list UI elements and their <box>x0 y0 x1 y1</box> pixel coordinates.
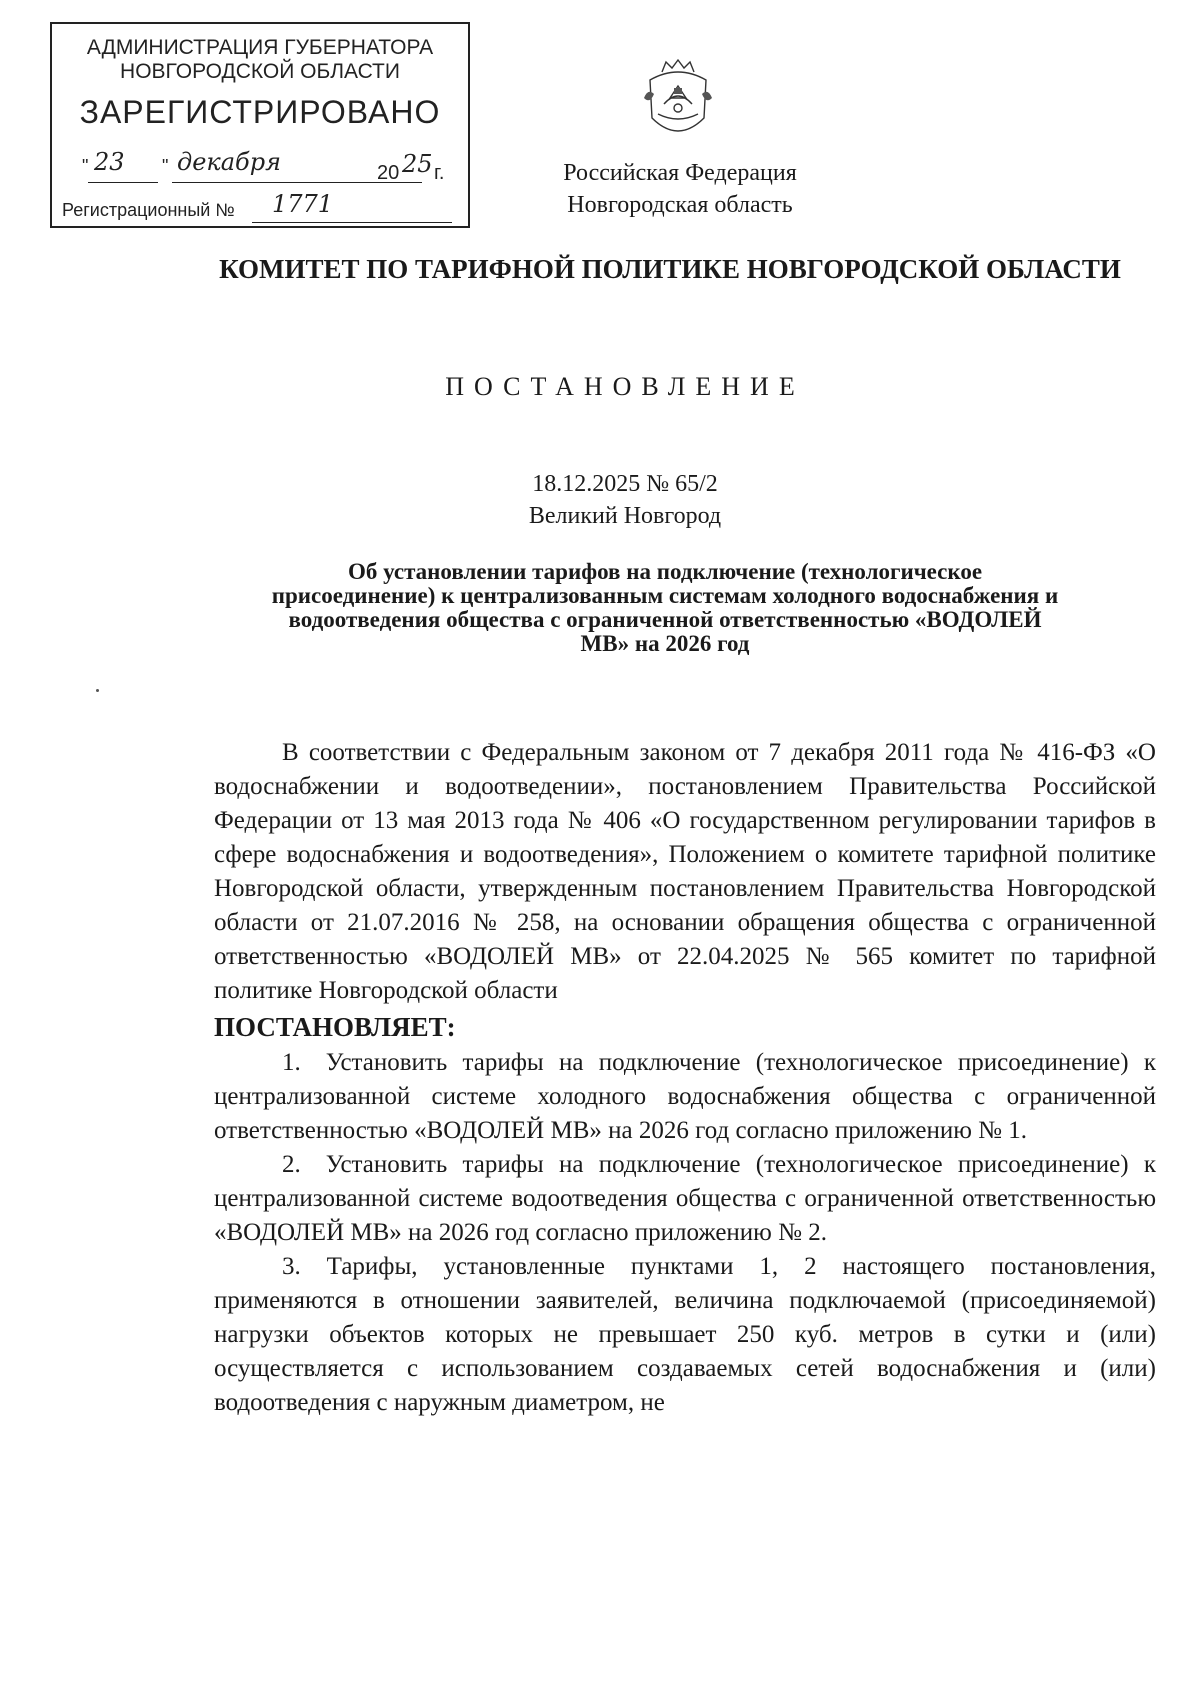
novgorod-coat-of-arms-icon <box>640 58 716 148</box>
stamp-quote-close: " <box>162 156 169 176</box>
stamp-year-suffix: г. <box>434 162 445 184</box>
document-number: 18.12.2025 № 65/2 <box>532 471 718 497</box>
stamp-year-prefix: 20 <box>377 162 400 184</box>
document-subject: Об установлении тарифов на подключение (технологическое присоединение) к централизованным системам холодного водоснабжения и водоотведения общества с ограниченной ответственностью «ВОДОЛЕЙ МВ» на 2026 год <box>271 559 1059 656</box>
committee-title: КОМИТЕТ ПО ТАРИФНОЙ ПОЛИТИКЕ НОВГОРОДСКОЙ ОБЛАСТИ <box>219 254 1121 284</box>
stamp-status: ЗАРЕГИСТРИРОВАНО <box>79 94 441 130</box>
stamp-day: 23 <box>94 148 125 176</box>
stamp-day-underline <box>88 182 158 183</box>
stamp-number-underline <box>252 222 452 223</box>
clause-2: 2. Установить тарифы на подключение (технологическое присоединение) к централизованной системе водоотведения общества с ограниченной ответственностью «ВОДОЛЕЙ МВ» на 2026 год согласно приложению № 2. <box>214 1151 1156 1246</box>
decree-heading: ПОСТАНОВЛЯЕТ: <box>214 1012 456 1042</box>
stamp-reg-number: 1771 <box>272 190 334 218</box>
stamp-year: 25 <box>402 150 433 178</box>
document-type: ПОСТАНОВЛЕНИЕ <box>445 372 805 401</box>
scan-speck <box>96 689 99 692</box>
clause-1: 1. Установить тарифы на подключение (технологическое присоединение) к централизованной системе холодного водоснабжения общества с ограниченной ответственностью «ВОДОЛЕЙ МВ» на 2026 год согласно приложению № 1. <box>214 1049 1156 1144</box>
document-body <box>214 736 1156 1420</box>
country-name: Российская Федерация <box>563 160 797 186</box>
document-city: Великий Новгород <box>528 503 722 529</box>
stamp-month: декабря <box>177 148 281 176</box>
stamp-quote-open: " <box>82 156 89 176</box>
clause-3: 3. Тарифы, установленные пунктами 1, 2 настоящего постановления, применяются в отношении заявителей, величина подключаемой (присоединяемой) нагрузки объектов которых не превышает 250 куб. метров в сутки и (или) осуществляется с использованием создаваемых сетей водоснабжения и (или) водоотведения с наружным диаметром, не <box>214 1253 1156 1416</box>
stamp-org-line2: НОВГОРОДСКОЙ ОБЛАСТИ <box>120 60 400 83</box>
registration-stamp <box>50 22 470 228</box>
stamp-reg-number-label: Регистрационный № <box>62 200 235 220</box>
stamp-org-line1: АДМИНИСТРАЦИЯ ГУБЕРНАТОРА <box>86 36 434 59</box>
region-name: Новгородская область <box>567 192 793 218</box>
preamble-paragraph: В соответствии с Федеральным законом от 7 декабря 2011 года № 416-ФЗ «О водоснабжении и водоотведении», постановлением Правительства Российской Федерации от 13 мая 2013 года № 406 «О государственном регулировании тарифов в сфере водоснабжения и водоотведения», Положением о комитете тарифной политике Новгородской области, утвержденным постановлением Правительства Новгородской области от 21.07.2016 № 258, на основании обращения общества с ограниченной ответственностью «ВОДОЛЕЙ МВ» от 22.04.2025 № 565 комитет по тарифной политике Новгородской области <box>214 739 1156 1004</box>
